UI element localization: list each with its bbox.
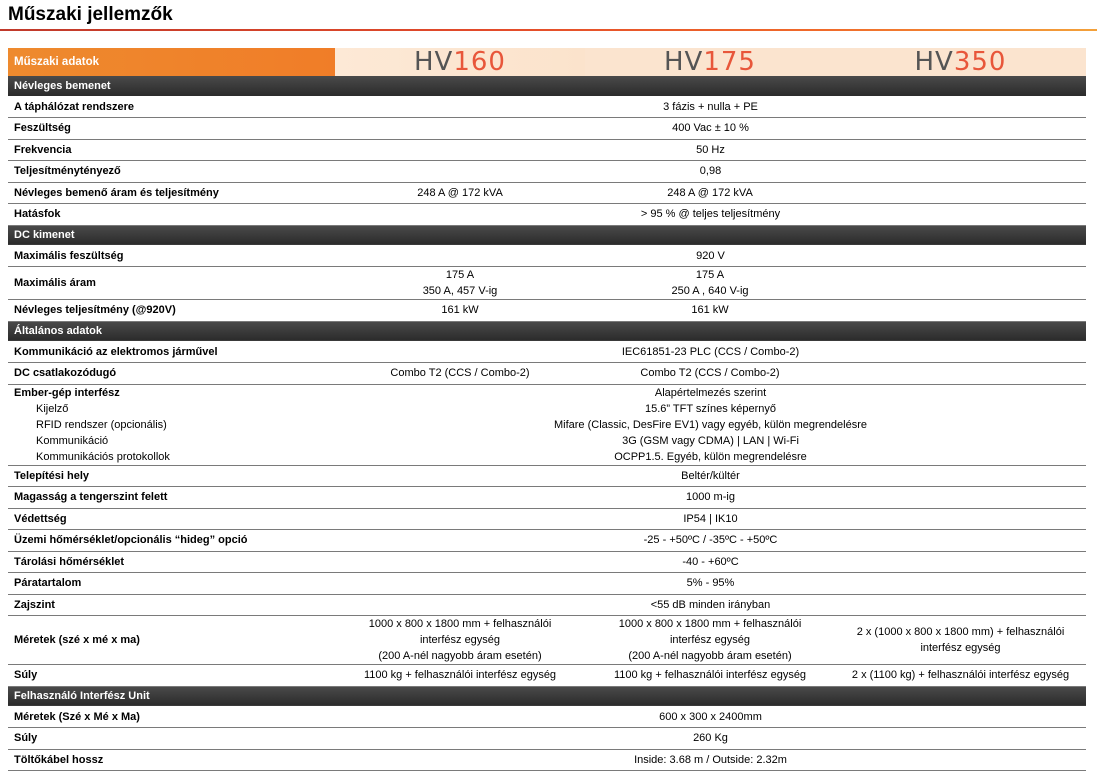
table-row: Magasság a tengerszint felett 1000 m-ig bbox=[8, 487, 1086, 509]
table-row: Frekvencia 50 Hz bbox=[8, 139, 1086, 161]
table-row: Teljesítménytényező 0,98 bbox=[8, 161, 1086, 183]
table-row: Maximális áram 175 A 350 A, 457 V-ig 175 A 250 A , 640 V-ig bbox=[8, 267, 1086, 300]
table-row: Ember-gép interfész Kijelző RFID rendszer (opcionális) Kommunikáció Kommunikációs protokollok Alapértelmezés szerint 15.6” TFT színes képernyő Mifare (Classic, DesFire EV1) vagy egyéb, külön megrendelésre 3G (GSM vagy CDMA) | LAN | Wi-Fi OCPP1.5. Egyéb, külön megrendelésre bbox=[8, 384, 1086, 465]
model-hv160: HV160 bbox=[335, 48, 585, 76]
table-row: Névleges bemenő áram és teljesítmény 248 A @ 172 kVA 248 A @ 172 kVA bbox=[8, 182, 1086, 204]
table-row: DC csatlakozódugó Combo T2 (CCS / Combo-2) Combo T2 (CCS / Combo-2) bbox=[8, 363, 1086, 385]
table-row: Zajszint <55 dB minden irányban bbox=[8, 594, 1086, 616]
section-ui: Felhasználó Interfész Unit bbox=[8, 686, 1086, 706]
section-input: Névleges bemenet bbox=[8, 76, 1086, 96]
table-row: Súly 1100 kg + felhasználói interfész egység 1100 kg + felhasználói interfész egység 2 x (1100 kg) + felhasználói interfész egység bbox=[8, 665, 1086, 687]
table-row: Töltőkábel hossz Inside: 3.68 m / Outside: 2.32m bbox=[8, 749, 1086, 771]
model-hv175: HV175 bbox=[585, 48, 835, 76]
table-row: Méretek (szé x mé x ma) 1000 x 800 x 1800 mm + felhasználói interfész egység (200 A-nél nagyobb áram esetén) 1000 x 800 x 1800 mm + felhasználói interfész egység (200 A-nél nagyobb áram esetén) 2 x (1000 x 800 x 1800 mm) + felhasználói interfész egység bbox=[8, 616, 1086, 665]
table-row: Védettség IP54 | IK10 bbox=[8, 508, 1086, 530]
table-row: A táphálózat rendszere 3 fázis + nulla + PE bbox=[8, 96, 1086, 118]
section-general: Általános adatok bbox=[8, 321, 1086, 341]
table-row: Névleges teljesítmény (@920V) 161 kW 161 kW bbox=[8, 300, 1086, 322]
spec-table bbox=[8, 48, 1086, 771]
table-row: Páratartalom 5% - 95% bbox=[8, 573, 1086, 595]
table-row: Maximális feszültség 920 V bbox=[8, 245, 1086, 267]
section-dc: DC kimenet bbox=[8, 225, 1086, 245]
table-row: Méretek (Szé x Mé x Ma) 600 x 300 x 2400mm bbox=[8, 706, 1086, 728]
title-rule bbox=[0, 29, 1097, 31]
table-row: Hatásfok > 95 % @ teljes teljesítmény bbox=[8, 204, 1086, 226]
header-row bbox=[8, 48, 1086, 76]
table-row: Súly 260 Kg bbox=[8, 728, 1086, 750]
header-label: Műszaki adatok bbox=[8, 48, 335, 76]
table-row: Feszültség 400 Vac ± 10 % bbox=[8, 118, 1086, 140]
table-row: Üzemi hőmérséklet/opcionális “hideg” opció -25 - +50ºC / -35ºC - +50ºC bbox=[8, 530, 1086, 552]
model-hv350: HV350 bbox=[835, 48, 1086, 76]
table-row: Kommunikáció az elektromos járművel IEC61851-23 PLC (CCS / Combo-2) bbox=[8, 341, 1086, 363]
table-row: Tárolási hőmérséklet -40 - +60ºC bbox=[8, 551, 1086, 573]
page-title: Műszaki jellemzők bbox=[8, 4, 173, 25]
table-row: Telepítési hely Beltér/kültér bbox=[8, 465, 1086, 487]
